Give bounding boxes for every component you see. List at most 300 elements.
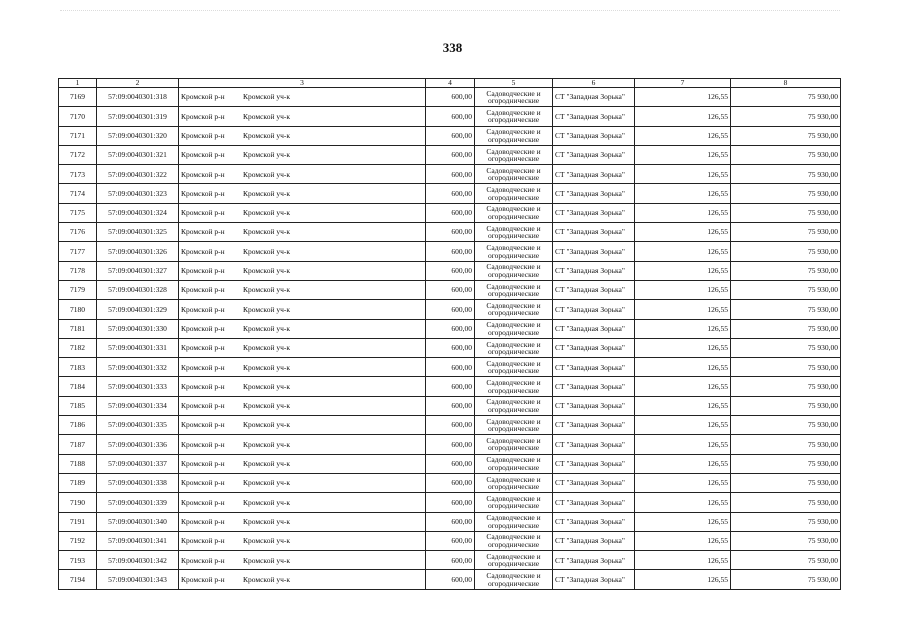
area: 600,00 (426, 203, 475, 222)
unit-price: 126,55 (635, 551, 731, 570)
cadastral-number: 57:09:0040301:328 (97, 280, 179, 299)
row-number: 7191 (59, 512, 97, 531)
table-row (59, 493, 841, 512)
area: 600,00 (426, 223, 475, 242)
land-use-cell (475, 280, 553, 299)
district: Кромской р-н (181, 420, 225, 430)
unit-price: 126,55 (635, 145, 731, 164)
table-row (59, 261, 841, 280)
cadastral-number: 57:09:0040301:337 (97, 454, 179, 473)
cadastral-number: 57:09:0040301:319 (97, 107, 179, 126)
table-row (59, 126, 841, 145)
table-row (59, 242, 841, 261)
unit-price: 126,55 (635, 300, 731, 319)
land-use-line-1: Садоводческие и (486, 435, 541, 445)
unit-price: 126,55 (635, 493, 731, 512)
owner: СТ "Западная Зорька" (553, 242, 635, 261)
total-value: 75 930,00 (731, 416, 841, 435)
address-cell (179, 435, 426, 454)
locality: Кромской уч-к (243, 208, 290, 218)
address-cell (179, 377, 426, 396)
owner: СТ "Западная Зорька" (553, 184, 635, 203)
locality: Кромской уч-к (243, 362, 290, 372)
district: Кромской р-н (181, 188, 225, 198)
address-cell (179, 300, 426, 319)
land-registry-table (58, 78, 841, 590)
owner: СТ "Западная Зорька" (553, 551, 635, 570)
cadastral-number: 57:09:0040301:323 (97, 184, 179, 203)
land-use-cell (475, 435, 553, 454)
table-row (59, 377, 841, 396)
unit-price: 126,55 (635, 165, 731, 184)
district: Кромской р-н (181, 362, 225, 372)
land-use-line-1: Садоводческие и (486, 146, 541, 156)
land-use-cell (475, 203, 553, 222)
total-value: 75 930,00 (731, 493, 841, 512)
address-cell (179, 454, 426, 473)
land-use-cell (475, 493, 553, 512)
owner: СТ "Западная Зорька" (553, 531, 635, 550)
land-use-line-2: огороднические (487, 539, 540, 549)
total-value: 75 930,00 (731, 242, 841, 261)
unit-price: 126,55 (635, 126, 731, 145)
address-cell (179, 88, 426, 107)
row-number: 7187 (59, 435, 97, 454)
land-use-line-2: огороднические (487, 482, 540, 492)
total-value: 75 930,00 (731, 358, 841, 377)
row-number: 7180 (59, 300, 97, 319)
total-value: 75 930,00 (731, 88, 841, 107)
area: 600,00 (426, 300, 475, 319)
unit-price: 126,55 (635, 242, 731, 261)
address-cell (179, 570, 426, 589)
cadastral-number: 57:09:0040301:318 (97, 88, 179, 107)
address-cell (179, 396, 426, 415)
locality: Кромской уч-к (243, 266, 290, 276)
area: 600,00 (426, 319, 475, 338)
locality: Кромской уч-к (243, 169, 290, 179)
cadastral-number: 57:09:0040301:320 (97, 126, 179, 145)
total-value: 75 930,00 (731, 300, 841, 319)
cadastral-number: 57:09:0040301:334 (97, 396, 179, 415)
unit-price: 126,55 (635, 416, 731, 435)
total-value: 75 930,00 (731, 512, 841, 531)
land-use-line-2: огороднические (487, 308, 540, 318)
unit-price: 126,55 (635, 107, 731, 126)
column-header: 7 (635, 79, 731, 88)
district: Кромской р-н (181, 381, 225, 391)
row-number: 7179 (59, 280, 97, 299)
row-number: 7194 (59, 570, 97, 589)
locality: Кромской уч-к (243, 227, 290, 237)
row-number: 7170 (59, 107, 97, 126)
table-row (59, 531, 841, 550)
address-cell (179, 280, 426, 299)
land-use-line-1: Садоводческие и (486, 185, 541, 195)
row-number: 7174 (59, 184, 97, 203)
row-number: 7173 (59, 165, 97, 184)
land-use-cell (475, 531, 553, 550)
row-number: 7175 (59, 203, 97, 222)
land-use-line-1: Садоводческие и (486, 204, 541, 214)
land-use-cell (475, 126, 553, 145)
row-number: 7183 (59, 358, 97, 377)
land-use-cell (475, 184, 553, 203)
cadastral-number: 57:09:0040301:331 (97, 338, 179, 357)
land-use-cell (475, 416, 553, 435)
table-row (59, 396, 841, 415)
district: Кромской р-н (181, 574, 225, 584)
land-use-line-1: Садоводческие и (486, 397, 541, 407)
area: 600,00 (426, 338, 475, 357)
district: Кромской р-н (181, 169, 225, 179)
area: 600,00 (426, 377, 475, 396)
district: Кромской р-н (181, 401, 225, 411)
locality: Кромской уч-к (243, 401, 290, 411)
owner: СТ "Западная Зорька" (553, 319, 635, 338)
unit-price: 126,55 (635, 203, 731, 222)
unit-price: 126,55 (635, 512, 731, 531)
owner: СТ "Западная Зорька" (553, 377, 635, 396)
owner: СТ "Западная Зорька" (553, 338, 635, 357)
owner: СТ "Западная Зорька" (553, 126, 635, 145)
owner: СТ "Западная Зорька" (553, 358, 635, 377)
row-number: 7182 (59, 338, 97, 357)
cadastral-number: 57:09:0040301:321 (97, 145, 179, 164)
locality: Кромской уч-к (243, 459, 290, 469)
district: Кромской р-н (181, 130, 225, 140)
district: Кромской р-н (181, 285, 225, 295)
area: 600,00 (426, 184, 475, 203)
owner: СТ "Западная Зорька" (553, 512, 635, 531)
address-cell (179, 551, 426, 570)
locality: Кромской уч-к (243, 497, 290, 507)
land-use-line-1: Садоводческие и (486, 127, 541, 137)
land-use-cell (475, 473, 553, 492)
land-use-cell (475, 242, 553, 261)
land-use-line-1: Садоводческие и (486, 551, 541, 561)
land-use-line-2: огороднические (487, 327, 540, 337)
cadastral-number: 57:09:0040301:338 (97, 473, 179, 492)
row-number: 7171 (59, 126, 97, 145)
address-cell (179, 319, 426, 338)
table-row (59, 300, 841, 319)
table-row (59, 88, 841, 107)
table-row (59, 473, 841, 492)
cadastral-number: 57:09:0040301:327 (97, 261, 179, 280)
district: Кромской р-н (181, 227, 225, 237)
scan-artifact (60, 10, 840, 19)
land-use-line-2: огороднические (487, 462, 540, 472)
cadastral-number: 57:09:0040301:332 (97, 358, 179, 377)
area: 600,00 (426, 126, 475, 145)
area: 600,00 (426, 396, 475, 415)
land-use-line-2: огороднические (487, 366, 540, 376)
table-row (59, 416, 841, 435)
owner: СТ "Западная Зорька" (553, 300, 635, 319)
area: 600,00 (426, 145, 475, 164)
district: Кромской р-н (181, 304, 225, 314)
owner: СТ "Западная Зорька" (553, 280, 635, 299)
total-value: 75 930,00 (731, 473, 841, 492)
area: 600,00 (426, 531, 475, 550)
total-value: 75 930,00 (731, 223, 841, 242)
locality: Кромской уч-к (243, 420, 290, 430)
area: 600,00 (426, 551, 475, 570)
area: 600,00 (426, 280, 475, 299)
address-cell (179, 165, 426, 184)
owner: СТ "Западная Зорька" (553, 454, 635, 473)
cadastral-number: 57:09:0040301:322 (97, 165, 179, 184)
total-value: 75 930,00 (731, 570, 841, 589)
land-use-line-1: Садоводческие и (486, 416, 541, 426)
address-cell (179, 261, 426, 280)
table-row (59, 280, 841, 299)
district: Кромской р-н (181, 478, 225, 488)
row-number: 7184 (59, 377, 97, 396)
land-use-line-2: огороднические (487, 501, 540, 511)
locality: Кромской уч-к (243, 574, 290, 584)
land-use-line-2: огороднические (487, 134, 540, 144)
table-row (59, 338, 841, 357)
table-row (59, 358, 841, 377)
land-use-cell (475, 377, 553, 396)
area: 600,00 (426, 165, 475, 184)
area: 600,00 (426, 570, 475, 589)
cadastral-number: 57:09:0040301:326 (97, 242, 179, 261)
address-cell (179, 358, 426, 377)
total-value: 75 930,00 (731, 454, 841, 473)
unit-price: 126,55 (635, 319, 731, 338)
land-use-cell (475, 319, 553, 338)
row-number: 7172 (59, 145, 97, 164)
owner: СТ "Западная Зорька" (553, 396, 635, 415)
land-use-line-2: огороднические (487, 347, 540, 356)
total-value: 75 930,00 (731, 126, 841, 145)
address-cell (179, 493, 426, 512)
address-cell (179, 338, 426, 357)
land-use-line-1: Садоводческие и (486, 243, 541, 253)
cadastral-number: 57:09:0040301:339 (97, 493, 179, 512)
table-row (59, 107, 841, 126)
locality: Кромской уч-к (243, 536, 290, 546)
cadastral-number: 57:09:0040301:333 (97, 377, 179, 396)
district: Кромской р-н (181, 323, 225, 333)
land-use-line-1: Садоводческие и (486, 107, 541, 117)
land-use-line-2: огороднические (487, 289, 540, 299)
area: 600,00 (426, 512, 475, 531)
page-number: 338 (442, 40, 463, 55)
row-number: 7186 (59, 416, 97, 435)
unit-price: 126,55 (635, 338, 731, 357)
total-value: 75 930,00 (731, 396, 841, 415)
total-value: 75 930,00 (731, 435, 841, 454)
owner: СТ "Западная Зорька" (553, 416, 635, 435)
address-cell (179, 223, 426, 242)
land-use-line-2: огороднические (487, 578, 540, 588)
table-row (59, 184, 841, 203)
address-cell (179, 531, 426, 550)
land-use-line-2: огороднические (487, 443, 540, 453)
address-cell (179, 107, 426, 126)
land-use-line-1: Садоводческие и (486, 339, 541, 349)
locality: Кромской уч-к (243, 285, 290, 295)
address-cell (179, 203, 426, 222)
column-header: 2 (97, 79, 179, 88)
district: Кромской р-н (181, 459, 225, 469)
total-value: 75 930,00 (731, 145, 841, 164)
area: 600,00 (426, 261, 475, 280)
cadastral-number: 57:09:0040301:325 (97, 223, 179, 242)
land-use-line-1: Садоводческие и (486, 358, 541, 368)
land-use-cell (475, 88, 553, 107)
land-use-line-1: Садоводческие и (486, 513, 541, 523)
cadastral-number: 57:09:0040301:335 (97, 416, 179, 435)
area: 600,00 (426, 454, 475, 473)
cadastral-number: 57:09:0040301:336 (97, 435, 179, 454)
area: 600,00 (426, 358, 475, 377)
locality: Кромской уч-к (243, 343, 290, 353)
district: Кромской р-н (181, 536, 225, 546)
total-value: 75 930,00 (731, 203, 841, 222)
locality: Кромской уч-к (243, 188, 290, 198)
owner: СТ "Западная Зорька" (553, 107, 635, 126)
cadastral-number: 57:09:0040301:342 (97, 551, 179, 570)
land-use-cell (475, 145, 553, 164)
land-use-line-2: огороднические (487, 269, 540, 279)
unit-price: 126,55 (635, 377, 731, 396)
district: Кромской р-н (181, 150, 225, 160)
cadastral-number: 57:09:0040301:340 (97, 512, 179, 531)
area: 600,00 (426, 242, 475, 261)
land-use-line-1: Садоводческие и (486, 281, 541, 291)
land-use-line-2: огороднические (487, 96, 540, 106)
row-number: 7178 (59, 261, 97, 280)
land-use-line-2: огороднические (487, 231, 540, 241)
header-row (59, 79, 841, 88)
district: Кромской р-н (181, 208, 225, 218)
locality: Кромской уч-к (243, 92, 290, 102)
owner: СТ "Западная Зорька" (553, 261, 635, 280)
total-value: 75 930,00 (731, 338, 841, 357)
locality: Кромской уч-к (243, 381, 290, 391)
address-cell (179, 416, 426, 435)
land-use-line-1: Садоводческие и (486, 300, 541, 310)
owner: СТ "Западная Зорька" (553, 493, 635, 512)
owner: СТ "Западная Зорька" (553, 88, 635, 107)
land-use-cell (475, 396, 553, 415)
land-use-line-2: огороднические (487, 385, 540, 395)
address-cell (179, 145, 426, 164)
cadastral-number: 57:09:0040301:343 (97, 570, 179, 589)
row-number: 7181 (59, 319, 97, 338)
table-row (59, 570, 841, 589)
land-use-line-2: огороднические (487, 115, 540, 125)
unit-price: 126,55 (635, 570, 731, 589)
unit-price: 126,55 (635, 531, 731, 550)
row-number: 7185 (59, 396, 97, 415)
unit-price: 126,55 (635, 435, 731, 454)
row-number: 7189 (59, 473, 97, 492)
land-use-cell (475, 165, 553, 184)
land-use-cell (475, 570, 553, 589)
unit-price: 126,55 (635, 454, 731, 473)
cadastral-number: 57:09:0040301:324 (97, 203, 179, 222)
district: Кромской р-н (181, 246, 225, 256)
owner: СТ "Западная Зорька" (553, 570, 635, 589)
land-use-line-1: Садоводческие и (486, 493, 541, 503)
unit-price: 126,55 (635, 473, 731, 492)
row-number: 7193 (59, 551, 97, 570)
row-number: 7190 (59, 493, 97, 512)
address-cell (179, 242, 426, 261)
district: Кромской р-н (181, 343, 225, 353)
land-use-line-2: огороднические (487, 154, 540, 164)
table-row (59, 223, 841, 242)
land-use-cell (475, 300, 553, 319)
land-use-line-2: огороднические (487, 211, 540, 221)
district: Кромской р-н (181, 555, 225, 565)
area: 600,00 (426, 473, 475, 492)
unit-price: 126,55 (635, 261, 731, 280)
land-use-line-1: Садоводческие и (486, 571, 541, 581)
table-row (59, 145, 841, 164)
total-value: 75 930,00 (731, 184, 841, 203)
table-row (59, 319, 841, 338)
table-row (59, 551, 841, 570)
total-value: 75 930,00 (731, 107, 841, 126)
cadastral-number: 57:09:0040301:341 (97, 531, 179, 550)
unit-price: 126,55 (635, 184, 731, 203)
cadastral-number: 57:09:0040301:329 (97, 300, 179, 319)
land-use-line-2: огороднические (487, 559, 540, 569)
owner: СТ "Западная Зорька" (553, 203, 635, 222)
land-use-line-2: огороднические (487, 173, 540, 183)
land-use-line-1: Садоводческие и (486, 320, 541, 330)
land-use-line-1: Садоводческие и (486, 474, 541, 484)
district: Кромской р-н (181, 266, 225, 276)
owner: СТ "Западная Зорька" (553, 223, 635, 242)
column-header: 3 (179, 79, 426, 88)
unit-price: 126,55 (635, 223, 731, 242)
district: Кромской р-н (181, 111, 225, 121)
owner: СТ "Западная Зорька" (553, 145, 635, 164)
land-use-cell (475, 338, 553, 357)
table-row (59, 435, 841, 454)
land-use-line-2: огороднические (487, 404, 540, 414)
locality: Кромской уч-к (243, 516, 290, 526)
address-cell (179, 126, 426, 145)
row-number: 7169 (59, 88, 97, 107)
land-use-line-1: Садоводческие и (486, 378, 541, 388)
land-use-cell (475, 107, 553, 126)
column-header: 1 (59, 79, 97, 88)
column-header: 8 (731, 79, 841, 88)
total-value: 75 930,00 (731, 319, 841, 338)
district: Кромской р-н (181, 92, 225, 102)
land-use-line-2: огороднические (487, 424, 540, 434)
row-number: 7188 (59, 454, 97, 473)
column-header: 5 (475, 79, 553, 88)
table-row (59, 454, 841, 473)
unit-price: 126,55 (635, 358, 731, 377)
address-cell (179, 184, 426, 203)
table-row (59, 165, 841, 184)
area: 600,00 (426, 107, 475, 126)
locality: Кромской уч-к (243, 555, 290, 565)
land-use-line-1: Садоводческие и (486, 223, 541, 233)
land-use-line-2: огороднические (487, 192, 540, 202)
